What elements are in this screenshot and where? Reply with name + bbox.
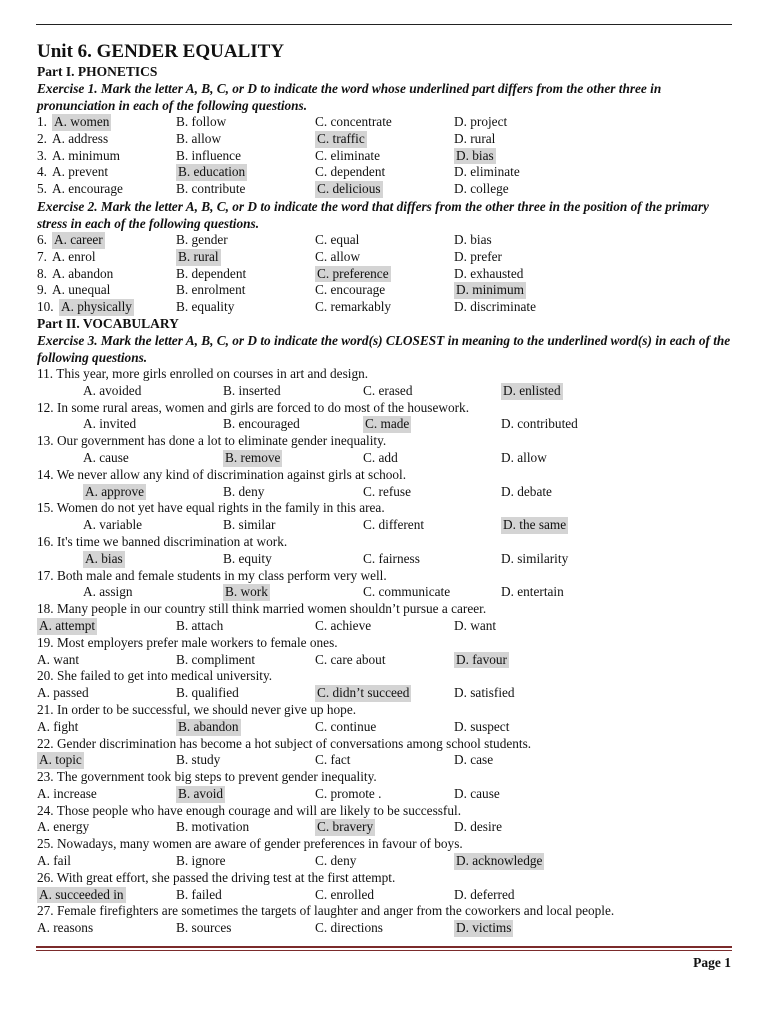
question-row [37,131,737,148]
answer-option: C. allow [315,248,361,264]
answer-option: B. attach [176,617,224,633]
answer-option-highlighted: A. topic [39,752,82,768]
question-stem: 19. Most employers prefer male workers to female ones. [37,634,338,650]
answer-option: D. entertain [501,584,564,600]
question-stem: 11. This year, more girls enrolled on courses in art and design. [37,365,369,381]
answer-option: A. unequal [52,282,111,298]
answer-option: C. dependent [315,164,386,180]
answer-option: A. reasons [37,920,94,936]
answer-option-highlighted: A. women [54,114,110,129]
answer-option: A. variable [83,517,143,533]
options-row [37,584,737,601]
answer-option: B. ignore [176,853,226,869]
options-row [37,450,737,467]
options-row [37,887,737,904]
question-stem: 18. Many people in our country still think married women shouldn’t pursue a career. [37,601,487,617]
question-row [37,114,737,131]
question-row [37,266,737,283]
answer-option: B. allow [176,130,222,146]
answer-option: A. address [52,130,109,146]
exercise-2-instructions: Exercise 2. Mark the letter A, B, C, or D to indicate the word that differs from the other three in the position of the primary stress in each of the following questions. [37,198,709,231]
answer-option: D. contributed [501,416,578,432]
page-number: Page 1 [693,955,731,970]
answer-option: C. different [363,517,425,533]
answer-option-highlighted: D. the same [503,517,567,533]
answer-option: D. suspect [454,718,510,734]
answer-option: C. equal [315,231,360,247]
answer-option: C. eliminate [315,147,380,163]
answer-option: C. communicate [363,584,451,600]
question-number: 1. [37,114,47,129]
answer-option: A. enrol [52,248,96,264]
answer-option-highlighted: A. bias [85,550,123,566]
options-row [37,685,737,702]
answer-option-highlighted: C. bravery [317,819,374,835]
question-stem: 27. Female firefighters are sometimes the targets of laughter and anger from the coworkers and local people. [37,903,615,919]
answer-option: C. directions [315,920,383,936]
question-stem: 17. Both male and female students in my class perform very well. [37,567,387,583]
answer-option: A. assign [83,584,133,600]
exercise-1-instructions: Exercise 1. Mark the letter A, B, C, or D to indicate the word whose underlined part differs from the other three in pronunciation in each of the following questions. [37,81,662,113]
answer-option: C. care about [315,651,386,667]
options-row [37,383,737,400]
answer-option-highlighted: C. preference [317,265,389,281]
answer-option: D. deferred [454,886,515,902]
options-row [37,517,737,534]
answer-option-highlighted: A. career [54,231,103,247]
answer-option: D. exhausted [454,265,524,281]
question-stem: 12. In some rural areas, women and girls are forced to do most of the housework. [37,399,470,415]
options-row [37,786,737,803]
answer-option: D. case [454,752,494,768]
answer-option-highlighted: B. abandon [178,718,239,734]
answer-option-highlighted: D. minimum [456,282,524,298]
answer-option: C. deny [315,853,357,869]
top-rule [36,24,732,25]
answer-option-highlighted: A. succeeded in [39,886,124,902]
options-row [37,652,737,669]
options-row [37,416,737,433]
question-number: 9. [37,282,47,298]
answer-option: B. gender [176,231,228,247]
answer-option: B. compliment [176,651,256,667]
answer-option: B. follow [176,114,227,129]
answer-option: A. avoided [83,382,142,398]
question-stem: 25. Nowadays, many women are aware of gender preferences in favour of boys. [37,836,463,852]
question-number: 3. [37,147,47,163]
question-number: 2. [37,130,47,146]
answer-option: C. erased [363,382,413,398]
answer-option: C. remarkably [315,299,392,315]
question-stem: 24. Those people who have enough courage and will are likely to be successful. [37,802,462,818]
unit-title: Unit 6. GENDER EQUALITY [37,41,285,62]
options-row [37,819,737,836]
answer-option: A. passed [37,685,89,701]
answer-option: D. eliminate [454,164,520,180]
question-number: 6. [37,231,47,247]
question-number: 10. [37,299,54,315]
answer-option-highlighted: B. education [178,164,246,180]
answer-option: A. prevent [52,164,109,180]
answer-option: A. increase [37,785,97,801]
answer-option-highlighted: D. enlisted [503,382,561,398]
question-row [37,164,737,181]
question-stem: 13. Our government has done a lot to eliminate gender inequality. [37,433,387,449]
answer-option: D. allow [501,449,547,465]
answer-option-highlighted: C. delicious [317,181,381,197]
answer-option: D. rural [454,130,496,146]
answer-option: B. equity [223,550,272,566]
answer-option-highlighted: D. favour [456,651,507,667]
question-stem: 20. She failed to get into medical university. [37,668,273,684]
question-row [37,232,737,249]
footer-rule [36,946,732,948]
answer-option-highlighted: B. remove [225,449,281,465]
answer-option: B. sources [176,920,232,936]
question-row [37,249,737,266]
question-row [37,148,737,165]
answer-option: B. encouraged [223,416,300,432]
answer-option-highlighted: C. made [365,416,410,432]
answer-option: C. enrolled [315,886,375,902]
options-row [37,551,737,568]
question-number: 5. [37,181,47,197]
answer-option: B. motivation [176,819,250,835]
answer-option: D. bias [454,231,492,247]
answer-option: B. deny [223,483,265,499]
answer-option-highlighted: C. didn’t succeed [317,685,410,701]
answer-option: B. inserted [223,382,281,398]
answer-option: B. influence [176,147,241,163]
options-row [37,853,737,870]
footer-rule-thin [36,950,732,951]
answer-option: B. qualified [176,685,239,701]
answer-option: B. contribute [176,181,246,197]
answer-option-highlighted: B. rural [178,248,219,264]
exercise-3-instructions: Exercise 3. Mark the letter A, B, C, or D to indicate the word(s) CLOSEST in meaning to the underlined word(s) in each of the following questions. [37,332,731,365]
answer-option: A. abandon [52,265,114,281]
answer-option: A. invited [83,416,137,432]
answer-option: A. fight [37,718,79,734]
part-vocabulary-heading: Part II. VOCABULARY [37,315,179,331]
answer-option-highlighted: C. traffic [317,130,365,146]
options-row [37,752,737,769]
worksheet [37,40,737,937]
answer-option: A. want [37,651,80,667]
answer-option: C. concentrate [315,114,392,129]
answer-option: A. cause [83,449,129,465]
answer-option: C. achieve [315,617,372,633]
answer-option: C. fact [315,752,351,768]
question-number: 8. [37,265,47,281]
answer-option: C. promote . [315,785,382,801]
question-row [37,181,737,198]
answer-option: B. similar [223,517,276,533]
answer-option: C. fairness [363,550,420,566]
part-phonetics-heading: Part I. PHONETICS [37,64,158,79]
answer-option-highlighted: B. work [225,584,268,600]
answer-option: B. dependent [176,265,247,281]
answer-option: D. college [454,181,509,197]
answer-option-highlighted: D. victims [456,920,512,936]
answer-option-highlighted: A. attempt [39,617,96,633]
answer-option-highlighted: A. physically [61,299,132,315]
question-stem: 21. In order to be successful, we should never give up hope. [37,701,357,717]
question-number: 4. [37,164,47,180]
answer-option: B. study [176,752,221,768]
question-number: 7. [37,248,47,264]
answer-option: A. fail [37,853,71,869]
options-row [37,484,737,501]
answer-option: D. cause [454,785,500,801]
answer-option: A. encourage [52,181,123,197]
answer-option: D. project [454,114,508,129]
question-stem: 23. The government took big steps to prevent gender inequality. [37,769,377,785]
question-stem: 14. We never allow any kind of discrimination against girls at school. [37,466,407,482]
answer-option-highlighted: D. bias [456,147,494,163]
answer-option: D. desire [454,819,502,835]
options-row [37,618,737,635]
options-row [37,920,737,937]
question-row [37,299,737,316]
answer-option: B. failed [176,886,222,902]
answer-option: A. minimum [52,147,120,163]
question-stem: 15. Women do not yet have equal rights in the family in this area. [37,500,385,516]
question-stem: 16. It's time we banned discrimination at work. [37,533,288,549]
answer-option: C. continue [315,718,377,734]
question-stem: 22. Gender discrimination has become a hot subject of conversations among school students. [37,735,532,751]
answer-option: D. prefer [454,248,502,264]
answer-option: D. debate [501,483,552,499]
answer-option: D. similarity [501,550,569,566]
answer-option: B. enrolment [176,282,246,298]
answer-option: C. encourage [315,282,386,298]
exercise-2-list [37,232,737,316]
exercise-1-list [37,114,737,198]
answer-option-highlighted: D. acknowledge [456,853,543,869]
answer-option: D. discriminate [454,299,536,315]
question-stem: 26. With great effort, she passed the driving test at the first attempt. [37,869,396,885]
options-row [37,719,737,736]
question-row [37,282,737,299]
answer-option: C. add [363,449,398,465]
answer-option: C. refuse [363,483,411,499]
answer-option: D. want [454,617,497,633]
answer-option: B. equality [176,299,235,315]
answer-option: D. satisfied [454,685,515,701]
answer-option-highlighted: B. avoid [178,785,224,801]
answer-option-highlighted: A. approve [85,483,145,499]
exercise-3-list [37,366,737,937]
answer-option: A. energy [37,819,90,835]
